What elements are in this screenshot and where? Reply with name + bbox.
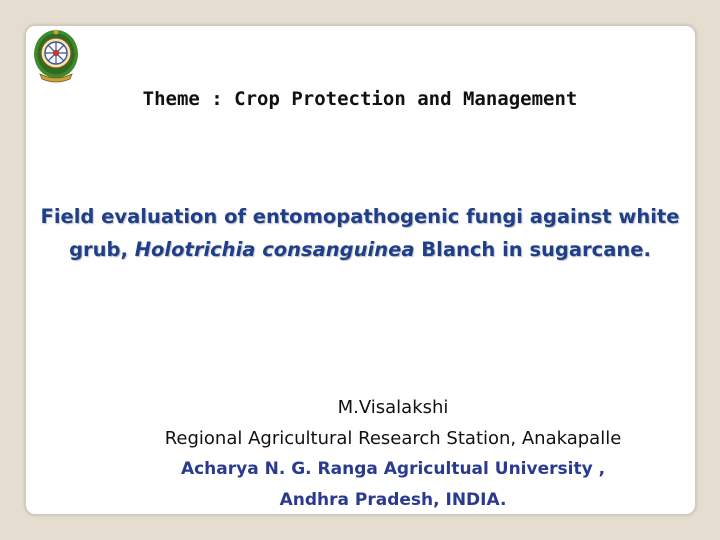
- presentation-title: [40, 200, 680, 266]
- theme-heading: Theme : Crop Protection and Management: [142, 88, 578, 110]
- title-text-part-2: Blanch in sugarcane.: [414, 238, 651, 261]
- species-name: Holotrichia consanguinea: [134, 238, 415, 261]
- author-block: [110, 392, 676, 516]
- university-name: Acharya N. G. Ranga Agricultual University ,: [180, 459, 606, 479]
- title-text-part-1: Field evaluation of entomopathogenic fungi against white grub,: [40, 205, 680, 261]
- location: Andhra Pradesh, INDIA.: [279, 490, 507, 510]
- research-station: Regional Agricultural Research Station, Anakapalle: [164, 428, 622, 449]
- author-name: M.Visalakshi: [337, 397, 449, 418]
- university-emblem-icon: [30, 27, 82, 85]
